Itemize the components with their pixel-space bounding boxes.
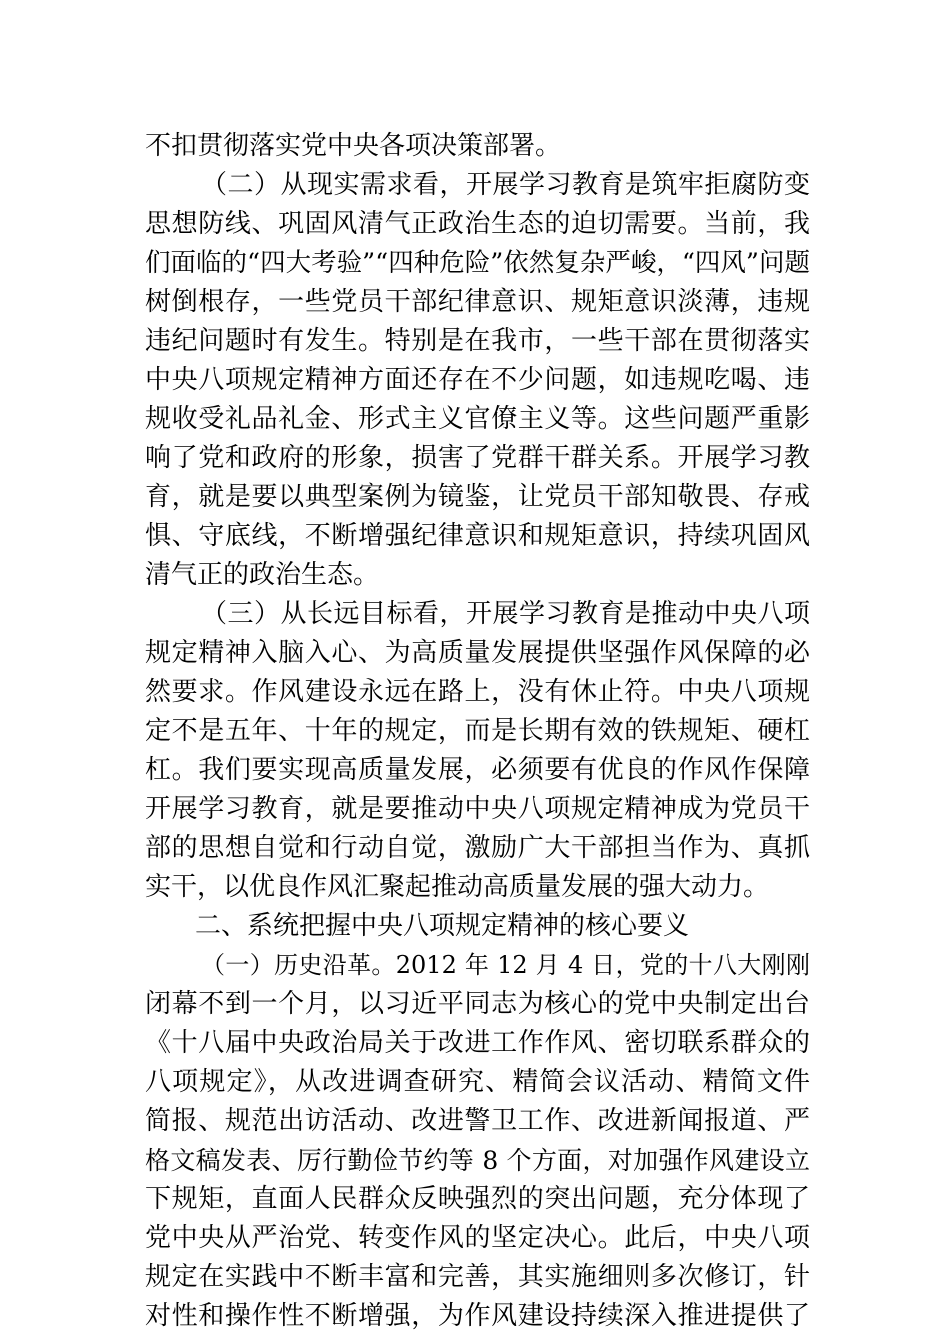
text-line: 部的思想自觉和行动自觉，激励广大干部担当作为、真抓 [145,833,810,863]
text-line: 响了党和政府的形象，损害了党群干群关系。开展学习教 [145,443,810,473]
text-line: 对性和操作性不断增强，为作风建设持续深入推进提供了 [145,1301,810,1331]
text-line: 违纪问题时有发生。特别是在我市，一些干部在贯彻落实 [145,326,810,356]
text-line: 格文稿发表、厉行勤俭节约等 8 个方面，对加强作风建设立 [145,1146,810,1175]
text-line: 党中央从严治党、转变作风的坚定决心。此后，中央八项 [145,1223,810,1253]
text-line: 《十八届中央政治局关于改进工作作风、密切联系群众的 [145,1028,810,1058]
text-line: 规定在实践中不断丰富和完善，其实施细则多次修订，针 [145,1262,810,1292]
text-line: 们面临的“四大考验”“四种危险”依然复杂严峻，“四风”问题 [145,248,810,278]
text-line: 育，就是要以典型案例为镜鉴，让党员干部知敬畏、存戒 [145,482,810,512]
text-line: 规收受礼品礼金、形式主义官僚主义等。这些问题严重影 [145,404,810,434]
text-line: 八项规定》，从改进调查研究、精简会议活动、精简文件 [145,1067,810,1097]
text-line: 惧、守底线，不断增强纪律意识和规矩意识，持续巩固风 [145,521,810,551]
text-line: 然要求。作风建设永远在路上，没有休止符。中央八项规 [145,677,810,707]
text-line: 不扣贯彻落实党中央各项决策部署。 [145,131,562,161]
paragraph-first-line: （三）从长远目标看，开展学习教育是推动中央八项 [201,599,810,629]
section-heading: 二、系统把握中央八项规定精神的核心要义 [195,911,690,941]
text-line: 闭幕不到一个月，以习近平同志为核心的党中央制定出台 [145,989,810,1019]
text-line: 树倒根存，一些党员干部纪律意识、规矩意识淡薄，违规 [145,287,810,317]
text-line: 实干，以优良作风汇聚起推动高质量发展的强大动力。 [145,872,770,902]
text-line: 杠。我们要实现高质量发展，必须要有优良的作风作保障 [145,755,810,785]
text-line: 定不是五年、十年的规定，而是长期有效的铁规矩、硬杠 [145,716,810,746]
text-line: 思想防线、巩固风清气正政治生态的迫切需要。当前，我 [145,209,810,239]
text-line: 中央八项规定精神方面还存在不少问题，如违规吃喝、违 [145,365,810,395]
text-line: 清气正的政治生态。 [145,560,380,590]
paragraph-first-line: （二）从现实需求看，开展学习教育是筑牢拒腐防变 [201,170,810,200]
text-line: 开展学习教育，就是要推动中央八项规定精神成为党员干 [145,794,810,824]
text-line: 简报、规范出访活动、改进警卫工作、改进新闻报道、严 [145,1106,810,1136]
document-body [145,127,810,1336]
paragraph-first-line: （一）历史沿革。2012 年 12 月 4 日，党的十八大刚刚 [201,951,810,979]
text-line: 下规矩，直面人民群众反映强烈的突出问题，充分体现了 [145,1184,810,1214]
text-line: 规定精神入脑入心、为高质量发展提供坚强作风保障的必 [145,638,810,668]
